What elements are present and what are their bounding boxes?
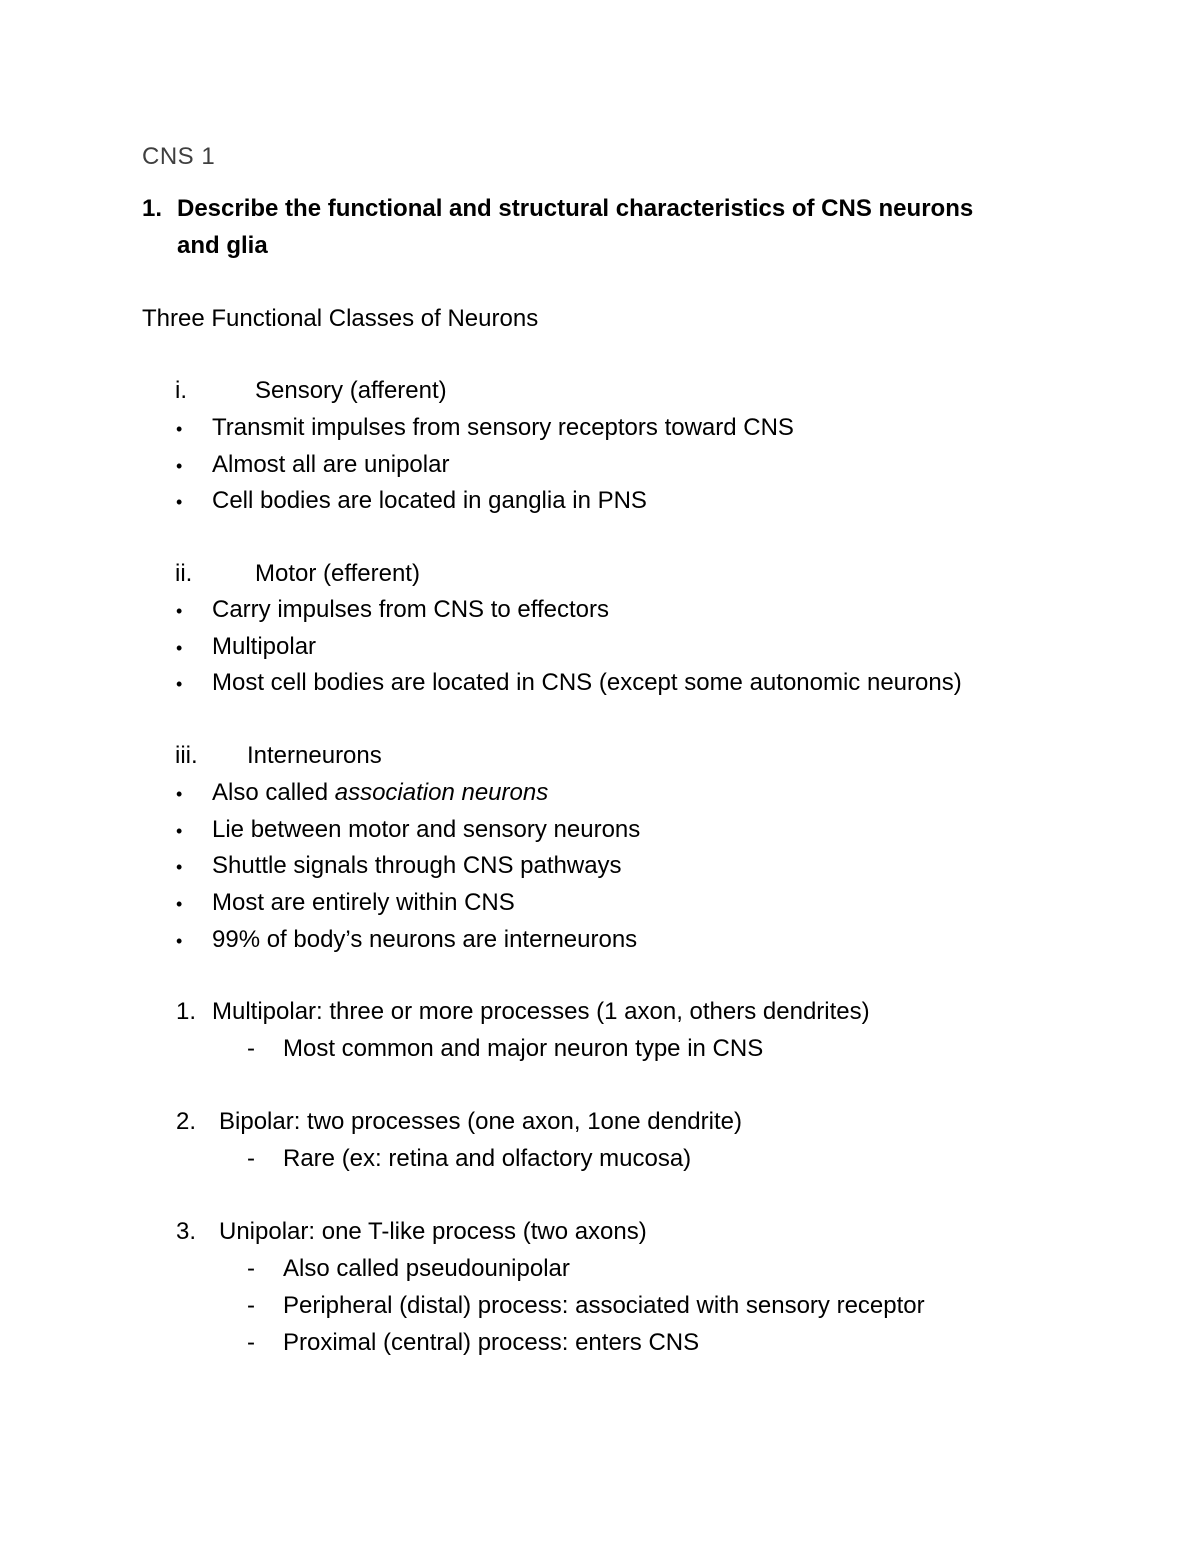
bullet-icon: • bbox=[176, 492, 183, 512]
bullet-icon: • bbox=[176, 601, 183, 621]
list-item: Cell bodies are located in ganglia in PNS bbox=[212, 487, 647, 514]
bullet-icon: • bbox=[176, 456, 183, 476]
bullet-icon: • bbox=[176, 784, 183, 804]
class-numeral: iii. bbox=[175, 742, 198, 769]
dash-icon: - bbox=[247, 1255, 255, 1282]
list-item: Most are entirely within CNS bbox=[212, 889, 515, 916]
sub-item: Proximal (central) process: enters CNS bbox=[283, 1329, 700, 1356]
bullet-icon: • bbox=[176, 857, 183, 877]
sub-item: Most common and major neuron type in CNS bbox=[283, 1035, 764, 1062]
list-item: Transmit impulses from sensory receptors toward CNS bbox=[212, 414, 794, 441]
list-item bbox=[212, 778, 548, 808]
list-item: Most cell bodies are located in CNS (except some autonomic neurons) bbox=[212, 669, 962, 696]
list-item-prefix: Also called bbox=[212, 779, 335, 806]
dash-icon: - bbox=[247, 1145, 255, 1172]
bullet-icon: • bbox=[176, 894, 183, 914]
sub-item: Rare (ex: retina and olfactory mucosa) bbox=[283, 1145, 692, 1172]
dash-icon: - bbox=[247, 1292, 255, 1319]
structural-number: 1. bbox=[176, 998, 197, 1025]
question-text-line-2: and glia bbox=[177, 232, 268, 259]
list-item: Carry impulses from CNS to effectors bbox=[212, 596, 609, 623]
document-title: CNS 1 bbox=[142, 143, 216, 170]
bullet-icon: • bbox=[176, 419, 183, 439]
structural-type: Bipolar: two processes (one axon, 1one dendrite) bbox=[219, 1108, 742, 1135]
structural-type: Unipolar: one T-like process (two axons) bbox=[219, 1218, 647, 1245]
bullet-icon: • bbox=[176, 931, 183, 951]
question-number: 1. bbox=[142, 195, 163, 222]
dash-icon: - bbox=[247, 1035, 255, 1062]
list-item: 99% of body’s neurons are interneurons bbox=[212, 926, 638, 953]
class-numeral: i. bbox=[175, 377, 187, 404]
sub-item: Peripheral (distal) process: associated with sensory receptor bbox=[283, 1292, 925, 1319]
structural-number: 3. bbox=[176, 1218, 197, 1245]
emphasized-term: association neurons bbox=[334, 779, 549, 806]
dash-icon: - bbox=[247, 1329, 255, 1356]
list-item: Shuttle signals through CNS pathways bbox=[212, 852, 622, 879]
class-numeral: ii. bbox=[175, 560, 193, 587]
bullet-icon: • bbox=[176, 674, 183, 694]
class-name: Sensory (afferent) bbox=[255, 377, 447, 404]
class-name: Interneurons bbox=[247, 742, 382, 769]
class-name: Motor (efferent) bbox=[255, 560, 420, 587]
list-item: Almost all are unipolar bbox=[212, 451, 450, 478]
list-item: Multipolar bbox=[212, 633, 317, 660]
section-subheading: Three Functional Classes of Neurons bbox=[142, 305, 539, 332]
question-text-line-1: Describe the functional and structural characteristics of CNS neurons bbox=[177, 195, 974, 222]
structural-type: Multipolar: three or more processes (1 axon, others dendrites) bbox=[212, 998, 870, 1025]
bullet-icon: • bbox=[176, 638, 183, 658]
bullet-icon: • bbox=[176, 821, 183, 841]
structural-number: 2. bbox=[176, 1108, 197, 1135]
sub-item: Also called pseudounipolar bbox=[283, 1255, 570, 1282]
list-item: Lie between motor and sensory neurons bbox=[212, 816, 641, 843]
